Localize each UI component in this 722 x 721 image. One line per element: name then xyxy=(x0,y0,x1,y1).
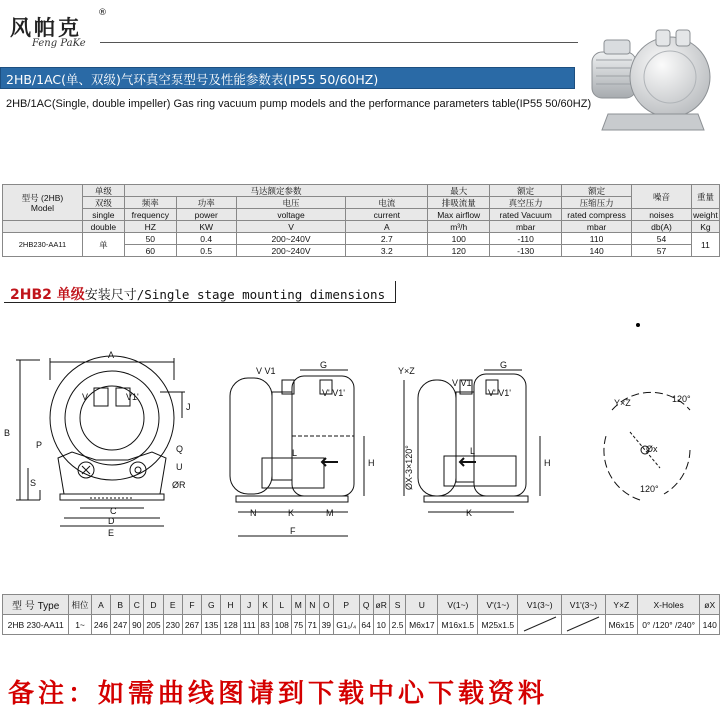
dims-header-cell: E xyxy=(163,595,182,615)
current-header-en: current xyxy=(346,209,428,221)
compress-header-en: rated compress xyxy=(562,209,632,221)
page-title: 2HB/1AC(单、双级)气环真空泵型号及性能参数表(IP55 50/60HZ) xyxy=(6,72,379,87)
cell-current: 3.2 xyxy=(346,245,428,257)
dims-value-cell xyxy=(562,615,606,635)
compress-header-cn2: 压缩压力 xyxy=(562,197,632,209)
dims-value-cell: 246 xyxy=(91,615,110,635)
dims-value-cell: M6x15 xyxy=(605,615,637,635)
compress-unit: mbar xyxy=(562,221,632,233)
cell-freq: 60 xyxy=(124,245,176,257)
cell-power: 0.4 xyxy=(176,233,236,245)
dims-header-cell: F xyxy=(182,595,201,615)
dims-value-cell: 108 xyxy=(272,615,291,635)
noise-header-cn: 噪音 xyxy=(632,185,692,209)
label-L-side: L xyxy=(292,448,298,458)
dims-header-cell: U xyxy=(406,595,438,615)
label-VV1-side: V V1 xyxy=(256,366,276,376)
label-angle-1: 120° xyxy=(672,394,691,404)
dims-value-cell: M6x17 xyxy=(406,615,438,635)
label-G-side: G xyxy=(320,360,328,370)
cell-noise: 54 xyxy=(632,233,692,245)
power-unit: KW xyxy=(176,221,236,233)
label-J: J xyxy=(186,402,191,412)
model-header xyxy=(3,185,83,221)
voltage-unit: V xyxy=(236,221,346,233)
label-VV1-rear: V V1 xyxy=(452,378,472,388)
stage-header-cn2: 双级 xyxy=(82,197,124,209)
dims-header-cell: S xyxy=(389,595,406,615)
pump-product-image xyxy=(578,22,718,140)
dims-value-cell: G1₁/₄ xyxy=(333,615,359,635)
section-title-model: 2HB2 单级 xyxy=(10,287,85,303)
stage-header-en1: single xyxy=(82,209,124,221)
label-H-side: H xyxy=(368,458,375,468)
voltage-header-en: voltage xyxy=(236,209,346,221)
cell-voltage: 200~240V xyxy=(236,245,346,257)
dims-header-cell: N xyxy=(305,595,319,615)
dims-value-cell: 90 xyxy=(130,615,144,635)
dims-value-cell: 39 xyxy=(319,615,333,635)
dims-value-cell: 267 xyxy=(182,615,201,635)
dims-value-cell: M25x1.5 xyxy=(478,615,518,635)
label-VpV1p-side: V' V1' xyxy=(322,388,345,398)
motor-params-header: 马达额定参数 xyxy=(124,185,427,197)
vacuum-header-en: rated Vacuum xyxy=(490,209,562,221)
rear-view xyxy=(404,370,540,512)
voltage-header-cn: 电压 xyxy=(236,197,346,209)
dims-value-cell: 0° /120° /240° xyxy=(637,615,700,635)
power-header-cn: 功率 xyxy=(176,197,236,209)
dims-header-cell: D xyxy=(144,595,163,615)
dims-header-cell: V1(3~) xyxy=(518,595,562,615)
dims-value-cell: 64 xyxy=(359,615,373,635)
cell-current: 2.7 xyxy=(346,233,428,245)
dims-value-cell: 140 xyxy=(700,615,720,635)
cell-compress: 140 xyxy=(562,245,632,257)
model-unit-cell xyxy=(3,221,83,233)
dims-header-cell: V'(1~) xyxy=(478,595,518,615)
dims-header-cell: A xyxy=(91,595,110,615)
label-U: U xyxy=(176,462,183,472)
dims-value-cell: 205 xyxy=(144,615,163,635)
dims-value-cell: 2HB 230-AA11 xyxy=(3,615,69,635)
dims-header-cell: L xyxy=(272,595,291,615)
dims-value-cell: 75 xyxy=(291,615,305,635)
label-K-side: K xyxy=(288,508,295,518)
label-C: C xyxy=(110,506,117,516)
dimensions-table xyxy=(2,594,720,635)
label-M: M xyxy=(326,508,334,518)
header-rule xyxy=(100,42,578,43)
airflow-header-en: Max airflow xyxy=(428,209,490,221)
cell-vacuum: -130 xyxy=(490,245,562,257)
dims-header-cell: B xyxy=(111,595,130,615)
section-title xyxy=(10,284,385,304)
empty-diagonal xyxy=(565,616,601,632)
dims-header-cell: X-Holes xyxy=(637,595,700,615)
brand-logo-cn: 风帕克 xyxy=(10,15,82,40)
model-header-cn: 型号 (2HB) xyxy=(21,192,64,203)
cell-airflow: 100 xyxy=(428,233,490,245)
stage-header-cn1: 单级 xyxy=(82,185,124,197)
power-header-en: power xyxy=(176,209,236,221)
noise-unit: db(A) xyxy=(632,221,692,233)
label-V: V xyxy=(82,392,89,402)
dims-value-cell: 135 xyxy=(202,615,221,635)
current-unit: A xyxy=(346,221,428,233)
label-L-rear: L xyxy=(470,446,476,456)
cell-voltage: 200~240V xyxy=(236,233,346,245)
dims-header-cell: øX xyxy=(700,595,720,615)
dims-header-cell: øR xyxy=(373,595,389,615)
label-D: D xyxy=(108,516,115,526)
weight-unit: Kg xyxy=(691,221,719,233)
dims-header-cell: J xyxy=(240,595,258,615)
vacuum-unit: mbar xyxy=(490,221,562,233)
vacuum-header-cn2: 真空压力 xyxy=(490,197,562,209)
label-V1p: V1' xyxy=(126,392,139,402)
dims-header-cell: V(1~) xyxy=(438,595,478,615)
dims-value-cell: 10 xyxy=(373,615,389,635)
label-phix: Øx xyxy=(646,444,658,454)
noise-header-en: noises xyxy=(632,209,692,221)
cell-airflow: 120 xyxy=(428,245,490,257)
label-Q: Q xyxy=(176,444,184,454)
dims-header-cell: G xyxy=(202,595,221,615)
empty-diagonal xyxy=(522,616,558,632)
stage-header-en2: double xyxy=(82,221,124,233)
compress-header-cn1: 额定 xyxy=(562,185,632,197)
dims-header-cell: V1'(3~) xyxy=(562,595,606,615)
dims-value-cell: 230 xyxy=(163,615,182,635)
freq-header-en: frequency xyxy=(124,209,176,221)
freq-unit: HZ xyxy=(124,221,176,233)
dims-header-cell: O xyxy=(319,595,333,615)
label-VpV1p-rear: V' V1' xyxy=(488,388,511,398)
dims-value-cell: 128 xyxy=(221,615,240,635)
row-model: 2HB230-AA11 xyxy=(3,233,83,257)
dims-value-cell: 247 xyxy=(111,615,130,635)
vacuum-header-cn1: 额定 xyxy=(490,185,562,197)
cell-weight: 11 xyxy=(691,233,719,257)
brand-logo-en: Feng PaKe xyxy=(32,38,86,49)
dims-data-row xyxy=(3,615,720,635)
dims-header-cell: 型 号 Type xyxy=(3,595,69,615)
dims-header-cell: M xyxy=(291,595,305,615)
label-H-rear: H xyxy=(544,458,551,468)
section-title-cn: 安装尺寸 xyxy=(84,288,137,303)
dims-value-cell: 111 xyxy=(240,615,258,635)
airflow-header-cn2: 排吸流量 xyxy=(428,197,490,209)
dims-value-cell: 1~ xyxy=(69,615,91,635)
row-stage: 单 xyxy=(82,233,124,257)
label-F: F xyxy=(290,526,296,536)
airflow-header-cn1: 最大 xyxy=(428,185,490,197)
label-P: P xyxy=(36,440,43,450)
dims-value-cell: 71 xyxy=(305,615,319,635)
label-YxZ-rear: Y×Z xyxy=(398,366,415,376)
model-header-en: Model xyxy=(30,202,55,213)
label-A: A xyxy=(108,350,115,360)
dims-header-cell: Y×Z xyxy=(605,595,637,615)
airflow-unit: m³/h xyxy=(428,221,490,233)
current-header-cn: 电流 xyxy=(346,197,428,209)
weight-header-cn: 重量 xyxy=(691,185,719,209)
label-G-rear: G xyxy=(500,360,508,370)
registered-mark: ® xyxy=(98,8,107,18)
cell-freq: 50 xyxy=(124,233,176,245)
dims-value-cell: 83 xyxy=(258,615,272,635)
cell-power: 0.5 xyxy=(176,245,236,257)
drawing-labels xyxy=(4,350,691,538)
cell-noise: 57 xyxy=(632,245,692,257)
dims-header-cell: 相位 xyxy=(69,595,91,615)
mounting-drawings xyxy=(0,340,722,540)
download-note: 备注：如需曲线图请到下载中心下载资料 xyxy=(8,679,549,709)
dims-header-cell: C xyxy=(130,595,144,615)
dot-mark xyxy=(636,323,640,327)
page-subtitle: 2HB/1AC(Single, double impeller) Gas ring vacuum pump models and the performance parameters table(IP55 50/60HZ) xyxy=(6,98,592,110)
label-YxZ-flange: Y×Z xyxy=(614,398,631,408)
dims-header-row xyxy=(3,595,720,615)
label-N: N xyxy=(250,508,257,518)
dims-header-cell: P xyxy=(333,595,359,615)
weight-header-en: weight xyxy=(693,209,718,220)
label-B: B xyxy=(4,428,11,438)
label-R: ØR xyxy=(172,480,186,490)
cell-compress: 110 xyxy=(562,233,632,245)
label-E: E xyxy=(108,528,115,538)
section-title-en: /Single stage mounting dimensions xyxy=(136,287,386,302)
cell-vacuum: -110 xyxy=(490,233,562,245)
freq-header-cn: 频率 xyxy=(124,197,176,209)
dims-header-cell: Q xyxy=(359,595,373,615)
label-K-rear: K xyxy=(466,508,473,518)
performance-table xyxy=(2,184,720,257)
label-angle-2: 120° xyxy=(640,484,659,494)
label-phiX: ØX-3×120° xyxy=(404,445,414,490)
dims-header-cell: K xyxy=(258,595,272,615)
dims-header-cell: H xyxy=(221,595,240,615)
dims-value-cell: M16x1.5 xyxy=(438,615,478,635)
dims-value-cell xyxy=(518,615,562,635)
dims-value-cell: 2.5 xyxy=(389,615,406,635)
label-S: S xyxy=(30,478,37,488)
